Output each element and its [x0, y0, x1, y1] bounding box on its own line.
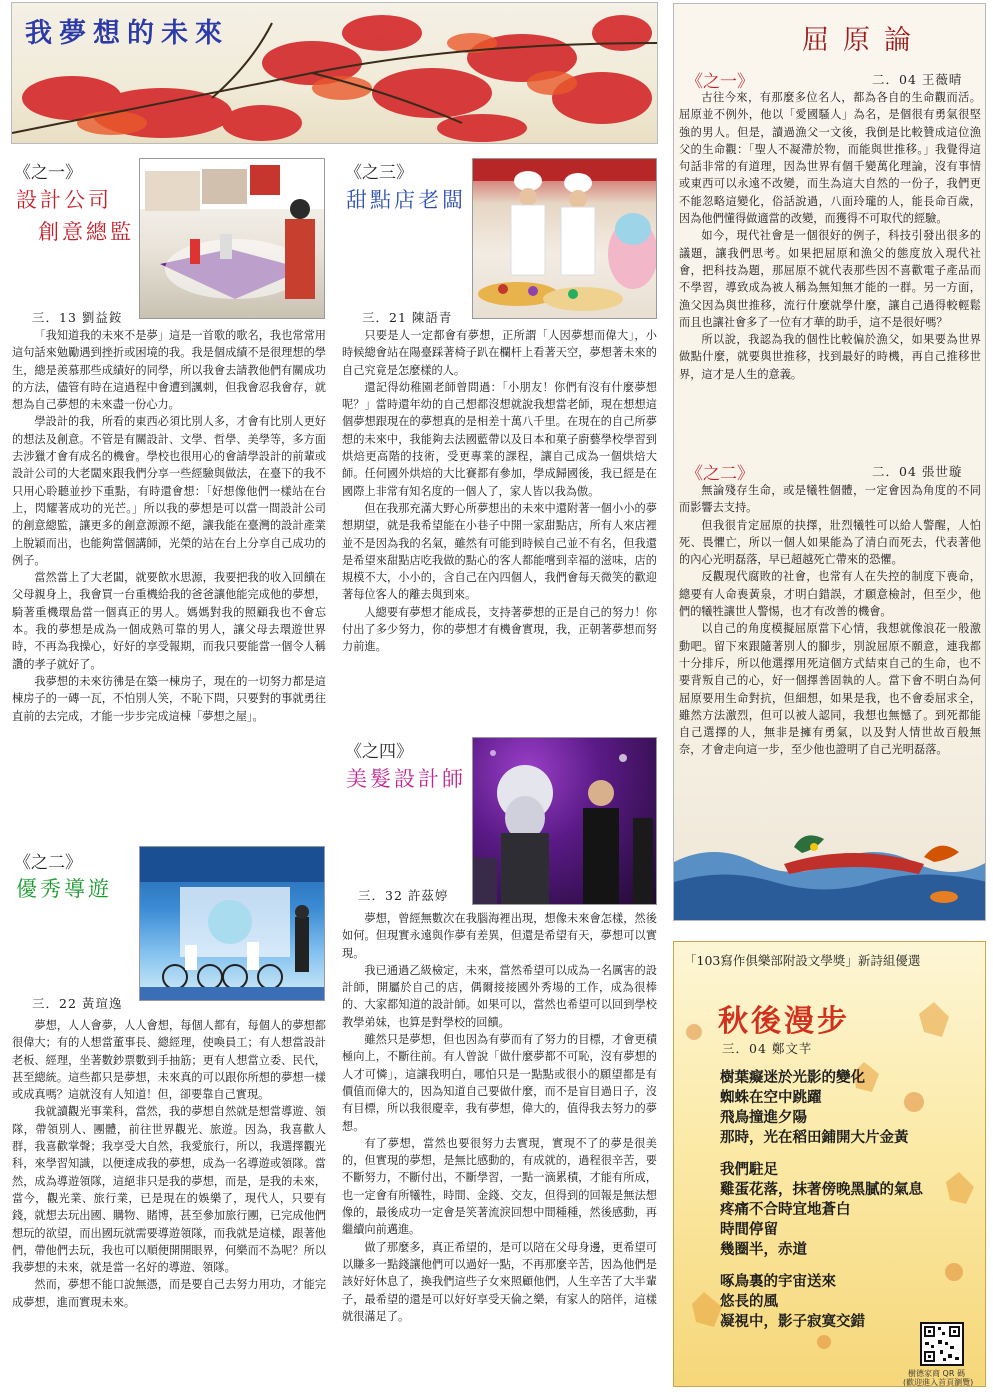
dragon-boat-illustration — [674, 802, 986, 921]
article2-paragraph: 我就讀觀光事業科，當然，我的夢想自然就是想當導遊、領隊，帶領別人、團體，前往世界觀光、旅遊。因為，我喜歡人群，我喜歡掌聲；我享受大自然，我愛旅行，所以，我選擇觀光科，來學習知識，以便達成我的夢想，成為一名導遊或領隊。當然，成為導遊領隊，這絕非只是我的夢想，而是，是我的未來，當今，觀光業、旅行業，已是現在的娛樂了，現代人，只要有錢，就想去玩出國、購物、賭博，甚至參加旅行團，已完成他們想玩的欲望，而出國玩就需要導遊領隊，而我就是這樣，跟著他們，帶他們去玩，我也可以順便開開眼界，何樂而不為呢？所以我夢想的未來，就是當一名好的導遊、領隊。 — [12, 1105, 326, 1275]
article3-paragraph: 但在我那充滿大野心所夢想出的未來中還附著一個小小的夢想期望，就是我希望能在小巷子中開一家甜點店，所有人來店裡並不是因為我的名氣，雖然有可能到時候自己並不有名，但我還是希望來甜點店吃我做的點心的客人都能嚐到幸福的滋味，店的規模不大，小小的，含自己在內四個人，我們會每天微笑的歡迎著每位客人的離去與到來。 — [342, 501, 657, 602]
article4-title: 美髮設計師 — [346, 767, 466, 791]
article4-paragraph: 有了夢想，當然也要很努力去實現，實現不了的夢是很美的，但實現的夢想，是無比感動的，有成就的，過程很辛苦，要不斷努力，不斷付出，不斷學習，一點一滴累積，才能有所成，也一定會有所犧牲，時間、金錢、交友，但得到的回報是無法想像的，最後成功一定會是笑著流淚回想中間種種，然後感動，再繼續向前邁進。 — [342, 1136, 657, 1237]
poem-byline: 三．04 鄭文芊 — [722, 1041, 813, 1056]
poem-line: 我們駐足 — [720, 1161, 778, 1178]
article1-paragraph: 當然當上了大老闆，就要飲水思源，我要把我的收入回饋在父母親身上，我會買一台重機給我的爸爸讓他能完成他的夢想，騎著重機環島當一個真正的男人。媽媽對我的照顧我也不會忘本。我的夢想是成為一個成熟可靠的男人，讓父母去環遊世界時，不再為我操心，好好的享受報期，而我只要能當一個令人稱讚的孝子就好了。 — [12, 571, 326, 671]
article1-photo — [139, 158, 325, 319]
article4-byline: 三．32 許茲婷 — [358, 888, 449, 903]
header-banner — [11, 2, 658, 144]
article2-paragraph: 然而，夢想不能口說無憑，而是要自己去努力用功，才能完成夢想，進而實現未來。 — [12, 1278, 326, 1309]
article4-paragraph: 做了那麼多，真正希望的，是可以陪在父母身邊，更希望可以賺多一點錢讓他們可以過好一點，不再那麼辛苦，因為他們是該好好休息了，換我們這些子女來照顧他們，人生辛苦了大半輩子，最希望的還是可以好好享受天倫之樂，有家人的陪伴，這樣就很滿足了。 — [342, 1240, 657, 1323]
quyuan-s1-byline: 二．04 王薇晴 — [872, 72, 963, 87]
quyuan-s2-paragraph: 以自己的角度模擬屈原當下心情，我想就像浪花一般激動吧。留下來跟隨著別人的腳步，別說屈原不願意，連我都十分排斥，所以他選擇用死這個方式結束自己的生命，也不要背叛自己的心，好一個擇善固執的人。當下會不明白為何屈原要用生命對抗，但細想，如果是我，也不會委屈求全，雖然方法激烈，但可以被人認同，我想也無憾了。到死都能自己選擇的人，無非是擁有勇氣，以及對人情世故百般無奈，才會走向這一步，至少他也證明了自己光明磊落。 — [679, 622, 981, 757]
article1-paragraph: 學設計的我，所看的東西必須比別人多，才會有比別人更好的想法及創意。不管是有關設計、文學、哲學、美學等，多方面去涉獵才會有成名的機會。學校也很用心的會請學設計的前輩或設計公司的大老闆來跟我們分享一些經驗與做法，在臺下的我不只用心聆聽並抄下重點，有時還會想：「好想像他們一樣站在台上，閃耀著成功的光芒。」所以我的夢想是可以當一間設計公司的創意總監，讓更多的創意源源不絕，讓我能在臺灣的設計產業上脫穎而出，也能夠當個講師，光榮的站在台上分享自己成功的例子。 — [12, 415, 326, 567]
poem-line: 啄鳥裏的宇宙送來 — [720, 1273, 836, 1290]
article1-body — [12, 327, 326, 830]
article2-byline: 三．22 黃瑄逸 — [32, 996, 123, 1011]
article2-title: 優秀導遊 — [16, 877, 112, 901]
poem-line: 樹葉癡迷於光影的變化 — [720, 1069, 865, 1086]
article1-byline: 三．13 劉益銨 — [32, 310, 123, 325]
article3-body — [342, 327, 657, 727]
qr-caption-line2: (歡迎進入首頁瀏覽) — [903, 1378, 974, 1387]
quyuan-s2-paragraph: 無論殘存生命，或是犧牲個體，一定會因為角度的不同而影響去支持。 — [679, 484, 981, 515]
poem-line: 疼痛不合時宜地蒼白 — [720, 1201, 851, 1218]
article3-section-label: 《之三》 — [345, 163, 413, 183]
poem-award-heading: 「103寫作俱樂部附設文學獎」新詩組優選 — [684, 953, 921, 968]
article1-section-label: 《之一》 — [14, 163, 82, 183]
article4-paragraph: 雖然只是夢想，但也因為有夢而有了努力的目標，才會更積極向上，不斷往前。有人曾說「做什麼夢都不可恥，沒有夢想的人才可憐」，這讓我明白，哪怕只是一點點或很小的願望都是有價值而偉大的，因為知道自己要做什麼，而不是盲目過日子，沒有目標，所以我很慶幸，我有夢想，偉大的，值得我去努力的夢想。 — [342, 1033, 657, 1133]
article3-title: 甜點店老闆 — [346, 188, 466, 212]
quyuan-s1-section-label: 《之一》 — [686, 72, 754, 92]
quyuan-s2-paragraph: 但我很肯定屈原的抉擇，壯烈犧牲可以給人警醒，人怕死、畏懼亡，所以一個人如果能為了清白而死去，代表著他的內心光明磊落，早已超越死亡帶來的恐懼。 — [679, 518, 981, 567]
article3-photo — [472, 158, 657, 319]
quyuan-s1-paragraph: 所以說，我認為我的個性比較偏於漁父，如果要為世界做點什麼，就要與世推移，找到最好的時機，再自己推移世界，這才是人生的意義。 — [679, 333, 981, 381]
poem-line: 蜘蛛在空中跳躍 — [720, 1089, 822, 1106]
poem-line: 凝視中，影子寂寞交錯 — [720, 1313, 865, 1330]
poem-line: 時間停留 — [720, 1221, 778, 1238]
poem-stanza-break — [720, 1148, 980, 1160]
article1-title-line2: 創意總監 — [38, 220, 134, 244]
article1-title-line1: 設計公司 — [16, 188, 112, 212]
page-title: 我夢想的未來 — [25, 18, 229, 49]
poem-stanza-break — [720, 1260, 980, 1272]
article4-paragraph: 我已通過乙級檢定，未來，當然希望可以成為一名厲害的設計師，開屬於自己的店，偶爾接接國外秀場的工作，成為很棒的、大家都知道的設計師。如果可以，當然也希望可以回到學校教學弟妹，也算是對學校的回饋。 — [342, 963, 657, 1029]
quyuan-s1-paragraph: 如今，現代社會是一個很好的例子，科技引發出很多的議題，讓我們思考。如果把屈原和漁父的態度放入現代社會，把科技為題，那屈原不就代表那些因不喜歡電子產品而不學習，導致成為被人稱為無知無才能的一群。另一方面，漁父因為與世推移，流行什麼就學什麼，讓自己過得較輕鬆而且也讓社會多了一位有才華的助手，這不是很好嗎？ — [679, 229, 981, 329]
poem-line: 幾圈半，赤道 — [720, 1241, 807, 1258]
article3-paragraph: 還記得幼稚園老師曾問過：「小朋友！你們有沒有什麼夢想呢？」當時還年幼的自己想都沒想就說我想當老師，現在想想這個夢想跟現在的夢想真的是相差十萬八千里。在現在的自己所夢想的未來中，我能夠去法國藍帶以及日本和菓子廚藝學校學習到烘焙更高階的技術，受更專業的課程，讓自己成為一個烘焙大師。任何國外烘焙的大比賽都有參加，學成歸國後，我已經是在國際上非常有知名度的一個人了，家人皆以我為傲。 — [342, 380, 657, 498]
qr-code[interactable] — [920, 1322, 964, 1366]
quyuan-s1-body — [679, 89, 981, 445]
article4-paragraph: 夢想，曾經無數次在我腦海裡出現，想像未來會怎樣，然後如何。但現實永遠與作夢有差異，但還是希望有天，夢想可以實現。 — [342, 912, 657, 960]
article4-photo — [472, 737, 657, 905]
article2-section-label: 《之二》 — [14, 853, 82, 873]
quyuan-s2-byline: 二．04 張世璇 — [872, 464, 963, 479]
quyuan-panel — [673, 3, 986, 921]
poem-line: 雞蛋花落，抹著傍晚黑膩的氣息 — [720, 1181, 923, 1198]
quyuan-s2-body — [679, 482, 981, 817]
quyuan-s2-paragraph: 反觀現代腐敗的社會，也常有人在失控的制度下喪命，總要有人命喪黃泉，才明白錯誤，才願意檢討，但至少，他們的犧牲讓世人警惕，也才有改善的機會。 — [679, 570, 981, 619]
article2-paragraph: 夢想，人人會夢，人人會想，每個人都有，每個人的夢想都很偉大；有的人想當董事長、總經理，使喚員工；有人想當設計老板、經理，坐著數鈔票數到手抽筋；更有人想當立委、民代，甚至總統。這些都只是夢想，未來真的可以跟你所想的夢想一樣或成真嗎？這就沒有人知道！但，卻要靠自己實現。 — [12, 1019, 326, 1102]
article2-body — [12, 1017, 326, 1389]
article1-paragraph: 「我知道我的未來不是夢」這是一首歌的歌名，我也常常用這句話來勉勵遇到挫折或困境的我。我是個成績不是很理想的學生，總是羨慕那些成績好的同學，所以我會去請教他們有關成功的方法，儘管有時在這過程中會遭到諷刺，但我會忍我會存，就想為自己夢想的未來盡一份心力。 — [12, 329, 326, 412]
poem-line: 那時，光在稻田鋪開大片金黃 — [720, 1129, 909, 1146]
poem-lines — [720, 1068, 980, 1332]
qr-caption-line1: 樹德家商 QR 碼 — [908, 1369, 965, 1378]
poem-line: 悠長的風 — [720, 1293, 778, 1310]
quyuan-s2-section-label: 《之二》 — [686, 464, 754, 484]
article3-byline: 三．21 陳語青 — [362, 310, 453, 325]
poem-title: 秋後漫步 — [718, 1004, 850, 1039]
article2-photo — [139, 846, 325, 1001]
article4-section-label: 《之四》 — [345, 742, 413, 762]
article4-body — [342, 910, 657, 1388]
quyuan-title: 屈原論 — [802, 25, 925, 56]
quyuan-s1-paragraph: 古往今來，有那麼多位名人，都為各自的生命觀而活。屈原並不例外，他以「愛國騷人」為名，是個很有勇氣很堅強的男人。但是，讀過漁父一文後，我倒是比較贊成這位漁父的生命觀：「聖人不凝滯於物，而能與世推移。」我覺得這句話非常的有道理，因為世界有個千變萬化理論，沒有事情或東西可以永遠不改變，而生為這大自然的一份子，我們更不能忽略這變化，俗話說過，八面玲瓏的人，能長命百歲，因為他們懂得做適當的改變，而獲得不可取代的經驗。 — [679, 91, 981, 226]
poem-line: 飛鳥撞進夕陽 — [720, 1109, 807, 1126]
article3-paragraph: 只要是人一定都會有夢想，正所謂「人因夢想而偉大」，小時候總會站在陽臺踩著椅子趴在欄杆上看著天空，夢想著未來的自己究竟是怎麼樣的人。 — [342, 329, 657, 377]
article1-paragraph: 我夢想的未來彷彿是在築一棟房子，現在的一切努力都是這棟房子的一磚一瓦，不怕別人笑，不恥下問，只要對的事就勇往直前的去完成，才能一步步完成這棟「夢想之屋」。 — [12, 674, 326, 723]
poem-panel — [673, 941, 986, 1387]
article3-paragraph: 人總要有夢想才能成長，支持著夢想的正是自己的努力！你付出了多少努力，你的夢想才有機會實現，我，正朝著夢想而努力前進。 — [342, 605, 657, 654]
